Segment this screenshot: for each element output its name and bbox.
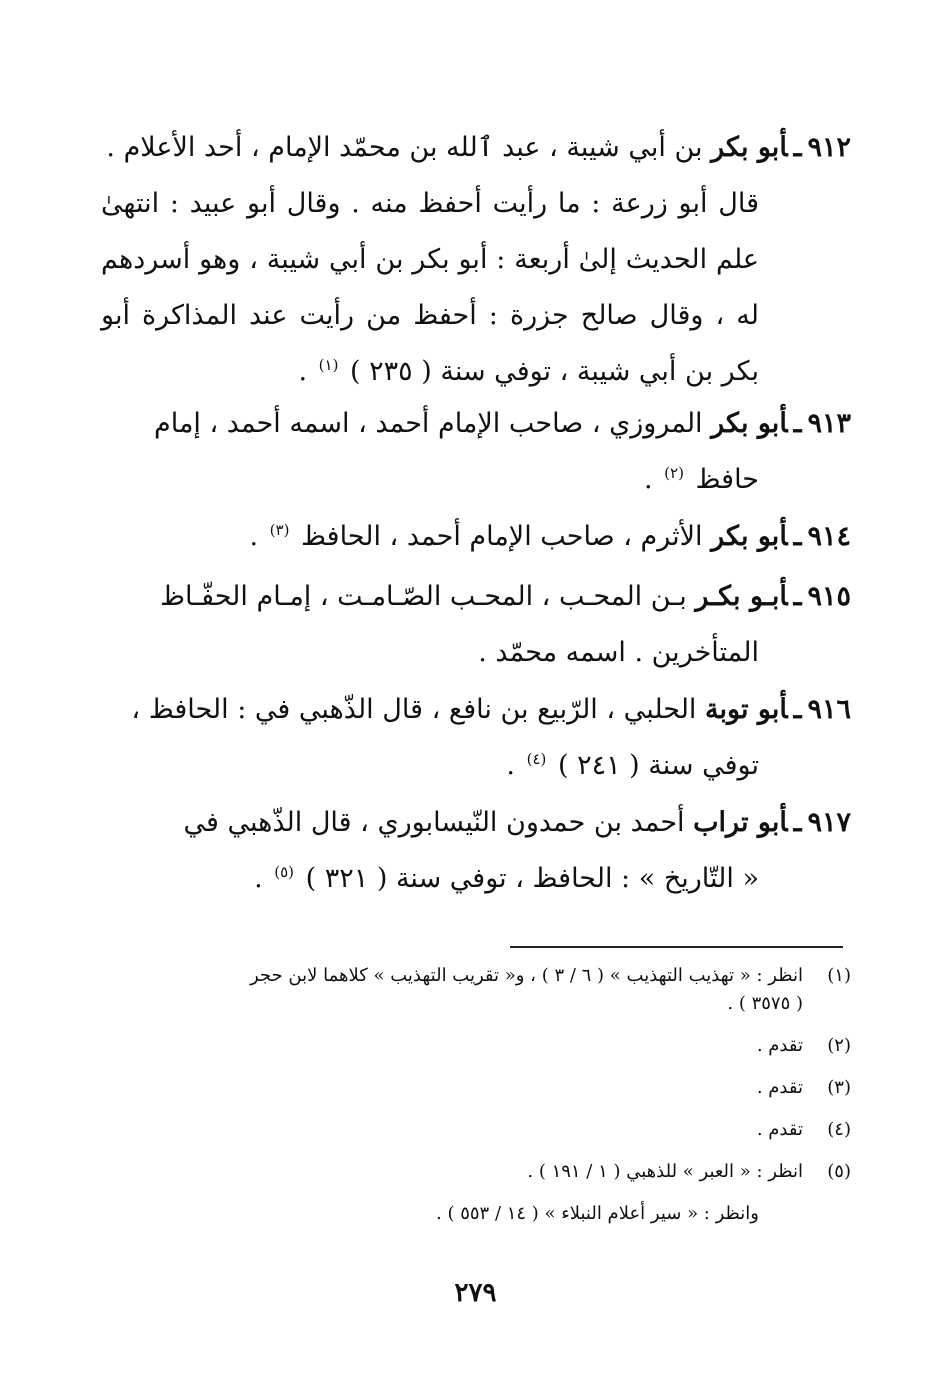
footnote-number: (١) <box>827 965 851 986</box>
entry-913 <box>101 396 851 508</box>
entry-915 <box>101 569 851 681</box>
footnote-text: تقدم . <box>756 1077 803 1098</box>
entry-number: ٩١٧ <box>807 807 851 838</box>
footnote-extra-note: وانظر : « سير أعلام النبلاء » ( ١٤ / ٥٥٣ ) . <box>436 1203 759 1224</box>
footnote-2 <box>91 1032 851 1060</box>
entry-end: . <box>644 464 662 495</box>
entry-continuation <box>101 851 851 907</box>
entry-number: ٩١٣ <box>807 408 851 439</box>
entry-first-line: أحمد بن حمدون النّيسابوري ، قال الذّهبي في <box>183 807 694 838</box>
entry-name: أبو بكر <box>711 521 788 552</box>
entry-first-line: الحلبي ، الرّبيع بن نافع ، قال الذّهبي في : الحافظ ، <box>131 694 706 725</box>
entry-number: ٩١٥ <box>807 581 851 612</box>
footnote-number: (٥) <box>827 1161 851 1182</box>
footnote-text: تقدم . <box>756 1119 803 1140</box>
footnote-marker: (١) <box>318 356 339 374</box>
footnote-marker: (٤) <box>526 750 547 768</box>
entry-rest-text: حافظ <box>695 464 759 495</box>
footnote-text: تقدم . <box>756 1035 803 1056</box>
footnote-marker: (٣) <box>269 521 290 539</box>
footnote-text: انظر : « تهذيب التهذيب » ( ٦ / ٣ ) ، و« تقريب التهذيب » كلاهما لابن حجر <box>249 965 803 986</box>
footnote-separator <box>510 946 843 948</box>
footnote-5 <box>91 1158 851 1186</box>
footnote-1 <box>91 962 851 990</box>
entry-end: . <box>249 521 267 552</box>
entry-end: . <box>254 863 272 894</box>
entry-number: ٩١٢ <box>807 132 851 163</box>
footnotes <box>91 962 851 1242</box>
footnote-1-continuation: ( ٣٥٧٥ ) . <box>727 993 803 1014</box>
footnote-4 <box>91 1116 851 1144</box>
entry-end: . <box>298 356 316 387</box>
entry-917 <box>101 795 851 907</box>
entry-first-line: الأثرم ، صاحب الإمام أحمد ، الحافظ <box>301 521 712 552</box>
footnote-marker: (٢) <box>664 464 684 482</box>
entry-dash: ـ <box>793 694 802 725</box>
entry-dash: ـ <box>793 408 802 439</box>
entry-916 <box>101 682 851 794</box>
entry-continuation <box>101 452 851 508</box>
entry-continuation <box>101 738 851 794</box>
entry-first-line: بـن المحـب ، المحـب الصّـامـت ، إمـام الحفّـاظ <box>159 581 696 612</box>
footnote-text: انظر : « العبر » للذهبي ( ١ / ١٩١ ) . <box>527 1161 803 1182</box>
entry-dash: ـ <box>793 521 802 552</box>
footnote-number: (٣) <box>827 1077 851 1098</box>
entry-914 <box>101 509 851 565</box>
entry-continuation: المتأخرين . اسمه محمّد . <box>478 637 759 668</box>
footnote-number: (٤) <box>827 1119 851 1140</box>
entry-name: أبو تراب <box>693 807 788 838</box>
entry-rest-text: قال أبو زرعة : ما رأيت أحفظ منه . وقال أبو عبيد : انتهىٰ علم الحديث إلىٰ أربعة : أبو بكر بن أبي شيبة ، وهو أسردهم له ، وقال صالح جزرة : أحفظ من رأيت عند المذاكرة أبو بكر بن أبي شيبة ، توفي سنة ( ٢٣٥ ) <box>101 188 759 387</box>
footnote-number: (٢) <box>827 1035 851 1056</box>
entry-912 <box>101 120 851 400</box>
entry-continuation <box>101 176 851 400</box>
entry-name: أبـو بكـر <box>695 581 788 612</box>
page-number: ٢٧٩ <box>454 1278 497 1308</box>
entry-end: . <box>506 750 524 781</box>
entry-dash: ـ <box>793 807 802 838</box>
entry-rest-text: توفي سنة ( ٢٤١ ) <box>557 750 759 781</box>
entry-number: ٩١٤ <box>807 521 851 552</box>
entry-rest-text: « التّاريخ » : الحافظ ، توفي سنة ( ٣٢١ ) <box>305 863 759 894</box>
entry-name: أبو بكر <box>711 408 788 439</box>
entry-number: ٩١٦ <box>807 694 851 725</box>
footnote-marker: (٥) <box>274 863 295 881</box>
entry-dash: ـ <box>793 132 802 163</box>
footnote-3 <box>91 1074 851 1102</box>
entry-name: أبو توبة <box>705 694 788 725</box>
entry-name: أبو بكر <box>711 132 788 163</box>
entry-first-line: المروزي ، صاحب الإمام أحمد ، اسمه أحمد ، إمام <box>154 408 712 439</box>
entry-first-line: بن أبي شيبة ، عبد ٱلله بن محمّد الإمام ، أحد الأعلام . <box>106 132 712 163</box>
entry-dash: ـ <box>793 581 802 612</box>
